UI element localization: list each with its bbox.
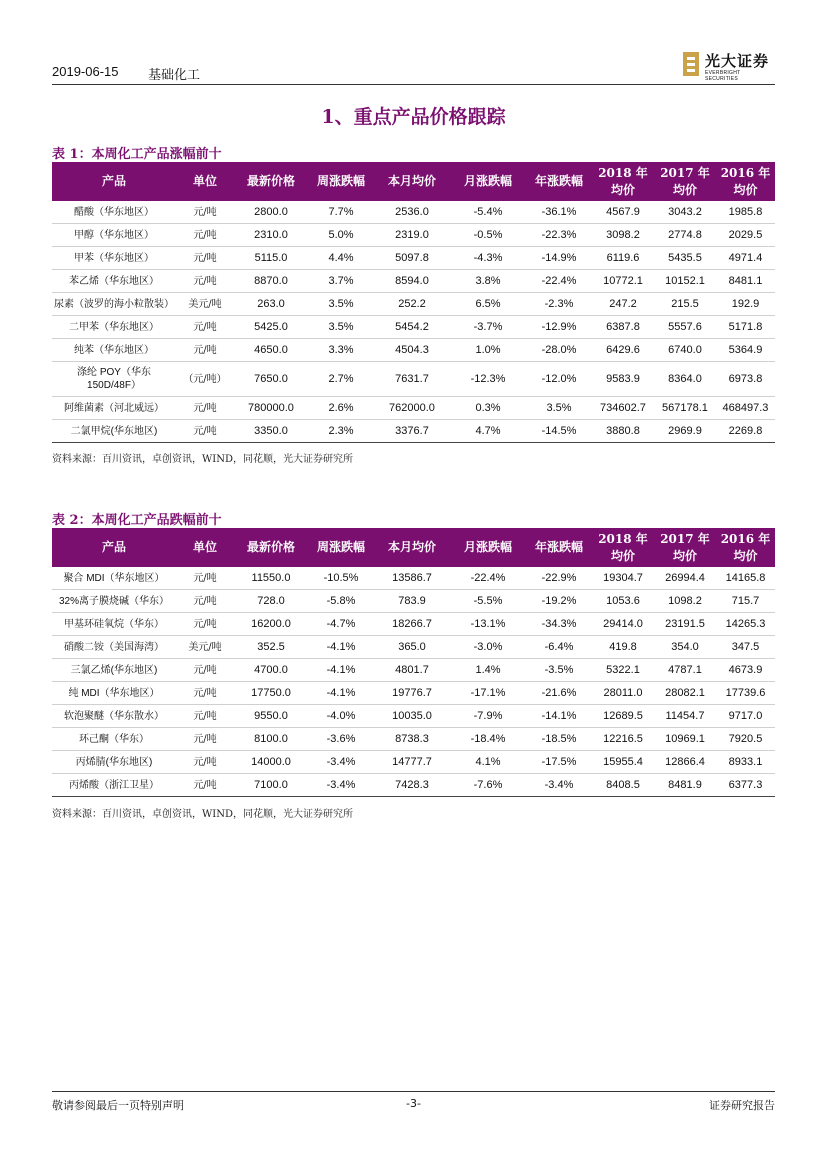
value-cell: 365.0	[374, 636, 450, 659]
value-cell: -13.1%	[450, 613, 526, 636]
value-cell: -22.4%	[526, 270, 592, 293]
value-cell: 2.6%	[308, 397, 374, 420]
value-cell: -36.1%	[526, 201, 592, 224]
value-cell: 4.7%	[450, 420, 526, 443]
value-cell: -18.5%	[526, 728, 592, 751]
product-name-cell: 32%离子膜烧碱（华东）	[52, 590, 176, 613]
table-row	[52, 728, 775, 751]
product-name-cell: 二氯甲烷(华东地区)	[52, 420, 176, 443]
product-name-cell: 甲醇（华东地区）	[52, 224, 176, 247]
value-cell: -21.6%	[526, 682, 592, 705]
value-cell: 783.9	[374, 590, 450, 613]
product-name-cell: 苯乙烯（华东地区）	[52, 270, 176, 293]
value-cell: -7.9%	[450, 705, 526, 728]
value-cell: -4.1%	[308, 659, 374, 682]
value-cell: -17.5%	[526, 751, 592, 774]
value-cell: 16200.0	[234, 613, 308, 636]
value-cell: 4673.9	[716, 659, 775, 682]
value-cell: 567178.1	[654, 397, 716, 420]
value-cell: 5.0%	[308, 224, 374, 247]
value-cell: 5435.5	[654, 247, 716, 270]
column-header: 产品	[52, 162, 176, 201]
value-cell: 28011.0	[592, 682, 654, 705]
column-header: 产品	[52, 528, 176, 567]
value-cell: 7920.5	[716, 728, 775, 751]
value-cell: 8100.0	[234, 728, 308, 751]
column-header: 年涨跌幅	[526, 162, 592, 201]
value-cell: 2774.8	[654, 224, 716, 247]
value-cell: 5557.6	[654, 316, 716, 339]
value-cell: -5.4%	[450, 201, 526, 224]
value-cell: -7.6%	[450, 774, 526, 797]
column-header: 本月均价	[374, 162, 450, 201]
unit-cell: 美元/吨	[176, 293, 234, 316]
value-cell: -34.3%	[526, 613, 592, 636]
table-row	[52, 270, 775, 293]
column-header: 月涨跌幅	[450, 528, 526, 567]
unit-cell: 元/吨	[176, 613, 234, 636]
table-row	[52, 659, 775, 682]
value-cell: 18266.7	[374, 613, 450, 636]
value-cell: -10.5%	[308, 567, 374, 590]
value-cell: 734602.7	[592, 397, 654, 420]
unit-cell: 美元/吨	[176, 636, 234, 659]
value-cell: 5425.0	[234, 316, 308, 339]
value-cell: 28082.1	[654, 682, 716, 705]
footer-disclaimer: 敬请参阅最后一页特别声明	[52, 1099, 184, 1112]
table2-caption: 表 2：本周化工产品跌幅前十	[52, 513, 222, 528]
value-cell: 23191.5	[654, 613, 716, 636]
product-name-cell: 聚合 MDI（华东地区）	[52, 567, 176, 590]
value-cell: 8408.5	[592, 774, 654, 797]
value-cell: 1.4%	[450, 659, 526, 682]
product-name-cell: 醋酸（华东地区）	[52, 201, 176, 224]
table-row	[52, 705, 775, 728]
value-cell: 8870.0	[234, 270, 308, 293]
value-cell: 2269.8	[716, 420, 775, 443]
value-cell: 3.7%	[308, 270, 374, 293]
value-cell: 1053.6	[592, 590, 654, 613]
value-cell: 5115.0	[234, 247, 308, 270]
value-cell: -12.0%	[526, 362, 592, 397]
value-cell: 3043.2	[654, 201, 716, 224]
product-name-cell: 硝酸二铵（美国海湾）	[52, 636, 176, 659]
value-cell: 7650.0	[234, 362, 308, 397]
column-header: 最新价格	[234, 528, 308, 567]
value-cell: -12.3%	[450, 362, 526, 397]
value-cell: -5.8%	[308, 590, 374, 613]
value-cell: 780000.0	[234, 397, 308, 420]
value-cell: 10152.1	[654, 270, 716, 293]
value-cell: 6740.0	[654, 339, 716, 362]
footer-divider	[52, 1091, 775, 1092]
value-cell: -3.4%	[526, 774, 592, 797]
value-cell: -3.4%	[308, 774, 374, 797]
value-cell: -17.1%	[450, 682, 526, 705]
product-name-cell: 阿维菌素（河北威远）	[52, 397, 176, 420]
value-cell: 5171.8	[716, 316, 775, 339]
value-cell: 17750.0	[234, 682, 308, 705]
value-cell: 3.5%	[308, 293, 374, 316]
value-cell: -22.4%	[450, 567, 526, 590]
value-cell: 6387.8	[592, 316, 654, 339]
value-cell: 7428.3	[374, 774, 450, 797]
value-cell: 5454.2	[374, 316, 450, 339]
value-cell: 7.7%	[308, 201, 374, 224]
value-cell: -3.5%	[526, 659, 592, 682]
value-cell: 3.8%	[450, 270, 526, 293]
value-cell: 5364.9	[716, 339, 775, 362]
unit-cell: 元/吨	[176, 339, 234, 362]
value-cell: 0.3%	[450, 397, 526, 420]
value-cell: 9550.0	[234, 705, 308, 728]
table-row	[52, 590, 775, 613]
value-cell: 1098.2	[654, 590, 716, 613]
value-cell: 14777.7	[374, 751, 450, 774]
value-cell: 12866.4	[654, 751, 716, 774]
value-cell: -5.5%	[450, 590, 526, 613]
value-cell: 11454.7	[654, 705, 716, 728]
value-cell: -22.3%	[526, 224, 592, 247]
value-cell: 10035.0	[374, 705, 450, 728]
value-cell: 8481.9	[654, 774, 716, 797]
table1-top-gainers	[52, 162, 775, 443]
unit-cell: 元/吨	[176, 705, 234, 728]
value-cell: 215.5	[654, 293, 716, 316]
value-cell: -3.4%	[308, 751, 374, 774]
value-cell: 14265.3	[716, 613, 775, 636]
unit-cell: 元/吨	[176, 397, 234, 420]
value-cell: -6.4%	[526, 636, 592, 659]
table-row	[52, 397, 775, 420]
value-cell: 2029.5	[716, 224, 775, 247]
unit-cell: 元/吨	[176, 728, 234, 751]
product-name-cell: 纯苯（华东地区）	[52, 339, 176, 362]
unit-cell: 元/吨	[176, 774, 234, 797]
value-cell: 26994.4	[654, 567, 716, 590]
product-name-cell: 涤纶 POY（华东 150D/48F）	[52, 362, 176, 397]
value-cell: 7631.7	[374, 362, 450, 397]
value-cell: 6973.8	[716, 362, 775, 397]
value-cell: 9583.9	[592, 362, 654, 397]
value-cell: 263.0	[234, 293, 308, 316]
value-cell: 15955.4	[592, 751, 654, 774]
value-cell: 2969.9	[654, 420, 716, 443]
value-cell: 4650.0	[234, 339, 308, 362]
page-number: -3-	[406, 1097, 421, 1110]
value-cell: -4.0%	[308, 705, 374, 728]
value-cell: -19.2%	[526, 590, 592, 613]
value-cell: 2310.0	[234, 224, 308, 247]
value-cell: -3.7%	[450, 316, 526, 339]
value-cell: 468497.3	[716, 397, 775, 420]
value-cell: -28.0%	[526, 339, 592, 362]
value-cell: 8364.0	[654, 362, 716, 397]
value-cell: -14.5%	[526, 420, 592, 443]
value-cell: 9717.0	[716, 705, 775, 728]
value-cell: 4567.9	[592, 201, 654, 224]
table2-top-decliners	[52, 528, 775, 797]
value-cell: 6429.6	[592, 339, 654, 362]
product-name-cell: 甲苯（华东地区）	[52, 247, 176, 270]
report-sector: 基础化工	[148, 68, 201, 83]
value-cell: -22.9%	[526, 567, 592, 590]
value-cell: -4.7%	[308, 613, 374, 636]
table-row	[52, 316, 775, 339]
product-name-cell: 纯 MDI（华东地区）	[52, 682, 176, 705]
section-title: 1、重点产品价格跟踪	[321, 106, 506, 128]
column-header: 2017 年 均价	[654, 528, 716, 567]
value-cell: -12.9%	[526, 316, 592, 339]
column-header: 最新价格	[234, 162, 308, 201]
column-header: 月涨跌幅	[450, 162, 526, 201]
unit-cell: 元/吨	[176, 420, 234, 443]
value-cell: -14.9%	[526, 247, 592, 270]
table-row	[52, 751, 775, 774]
product-name-cell: 丙烯腈(华东地区)	[52, 751, 176, 774]
value-cell: -4.1%	[308, 682, 374, 705]
value-cell: 14165.8	[716, 567, 775, 590]
value-cell: 6.5%	[450, 293, 526, 316]
value-cell: 5322.1	[592, 659, 654, 682]
value-cell: 5097.8	[374, 247, 450, 270]
value-cell: 419.8	[592, 636, 654, 659]
table-body	[52, 201, 775, 443]
table-row	[52, 224, 775, 247]
column-header: 单位	[176, 162, 234, 201]
table-row	[52, 682, 775, 705]
value-cell: 2536.0	[374, 201, 450, 224]
table1-caption: 表 1：本周化工产品涨幅前十	[52, 147, 222, 162]
value-cell: 4971.4	[716, 247, 775, 270]
unit-cell: 元/吨	[176, 316, 234, 339]
unit-cell: 元/吨	[176, 682, 234, 705]
unit-cell: 元/吨	[176, 751, 234, 774]
value-cell: 19304.7	[592, 567, 654, 590]
value-cell: 4504.3	[374, 339, 450, 362]
value-cell: -14.1%	[526, 705, 592, 728]
value-cell: 4787.1	[654, 659, 716, 682]
product-name-cell: 三氯乙烯(华东地区)	[52, 659, 176, 682]
footer-report-type: 证券研究报告	[709, 1099, 775, 1112]
value-cell: -2.3%	[526, 293, 592, 316]
value-cell: 6119.6	[592, 247, 654, 270]
column-header: 2016 年 均价	[716, 528, 775, 567]
table-row	[52, 774, 775, 797]
product-name-cell: 二甲苯（华东地区）	[52, 316, 176, 339]
table-row	[52, 339, 775, 362]
value-cell: 1985.8	[716, 201, 775, 224]
unit-cell: 元/吨	[176, 270, 234, 293]
value-cell: 3098.2	[592, 224, 654, 247]
logo-mark-icon	[683, 52, 699, 76]
column-header: 周涨跌幅	[308, 528, 374, 567]
unit-cell: 元/吨	[176, 567, 234, 590]
column-header: 本月均价	[374, 528, 450, 567]
value-cell: 728.0	[234, 590, 308, 613]
value-cell: 347.5	[716, 636, 775, 659]
value-cell: 3.3%	[308, 339, 374, 362]
value-cell: 4.1%	[450, 751, 526, 774]
column-header: 单位	[176, 528, 234, 567]
value-cell: 8933.1	[716, 751, 775, 774]
value-cell: 29414.0	[592, 613, 654, 636]
table-row	[52, 613, 775, 636]
unit-cell: （元/吨）	[176, 362, 234, 397]
value-cell: 11550.0	[234, 567, 308, 590]
value-cell: 3.5%	[308, 316, 374, 339]
value-cell: 17739.6	[716, 682, 775, 705]
value-cell: 192.9	[716, 293, 775, 316]
value-cell: -0.5%	[450, 224, 526, 247]
value-cell: 12689.5	[592, 705, 654, 728]
column-header: 2016 年 均价	[716, 162, 775, 201]
value-cell: 252.2	[374, 293, 450, 316]
value-cell: 2800.0	[234, 201, 308, 224]
value-cell: 762000.0	[374, 397, 450, 420]
value-cell: 4801.7	[374, 659, 450, 682]
unit-cell: 元/吨	[176, 247, 234, 270]
value-cell: 10772.1	[592, 270, 654, 293]
value-cell: -4.1%	[308, 636, 374, 659]
page-header	[52, 52, 775, 84]
column-header: 2018 年 均价	[592, 162, 654, 201]
column-header: 年涨跌幅	[526, 528, 592, 567]
table-body	[52, 567, 775, 797]
value-cell: 7100.0	[234, 774, 308, 797]
value-cell: 2.3%	[308, 420, 374, 443]
unit-cell: 元/吨	[176, 659, 234, 682]
product-name-cell: 丙烯酸（浙江卫星）	[52, 774, 176, 797]
table-row	[52, 420, 775, 443]
value-cell: 10969.1	[654, 728, 716, 751]
value-cell: -18.4%	[450, 728, 526, 751]
value-cell: 247.2	[592, 293, 654, 316]
column-header: 周涨跌幅	[308, 162, 374, 201]
value-cell: -3.0%	[450, 636, 526, 659]
value-cell: 8481.1	[716, 270, 775, 293]
table-row	[52, 636, 775, 659]
logo-subtext: EVERBRIGHT SECURITIES	[705, 70, 741, 82]
logo-text: 光大证券	[705, 52, 770, 70]
value-cell: 8738.3	[374, 728, 450, 751]
value-cell: -4.3%	[450, 247, 526, 270]
table-row	[52, 362, 775, 397]
product-name-cell: 环己酮（华东）	[52, 728, 176, 751]
table-row	[52, 247, 775, 270]
value-cell: 3350.0	[234, 420, 308, 443]
value-cell: -3.6%	[308, 728, 374, 751]
table-header-row	[52, 162, 775, 201]
value-cell: 4700.0	[234, 659, 308, 682]
value-cell: 2.7%	[308, 362, 374, 397]
company-logo	[683, 50, 775, 80]
value-cell: 3880.8	[592, 420, 654, 443]
table1-source: 资料来源：百川资讯，卓创资讯，WIND，同花顺，光大证券研究所	[52, 454, 353, 465]
column-header: 2018 年 均价	[592, 528, 654, 567]
table-row	[52, 201, 775, 224]
value-cell: 12216.5	[592, 728, 654, 751]
table-row	[52, 293, 775, 316]
value-cell: 13586.7	[374, 567, 450, 590]
table-header-row	[52, 528, 775, 567]
value-cell: 3.5%	[526, 397, 592, 420]
unit-cell: 元/吨	[176, 224, 234, 247]
value-cell: 19776.7	[374, 682, 450, 705]
value-cell: 4.4%	[308, 247, 374, 270]
value-cell: 6377.3	[716, 774, 775, 797]
value-cell: 8594.0	[374, 270, 450, 293]
unit-cell: 元/吨	[176, 590, 234, 613]
report-date: 2019-06-15	[52, 64, 119, 79]
value-cell: 2319.0	[374, 224, 450, 247]
header-divider	[52, 84, 775, 85]
product-name-cell: 尿素（波罗的海小粒散装）	[52, 293, 176, 316]
table2-source: 资料来源：百川资讯，卓创资讯，WIND，同花顺，光大证券研究所	[52, 809, 353, 820]
value-cell: 3376.7	[374, 420, 450, 443]
column-header: 2017 年 均价	[654, 162, 716, 201]
value-cell: 1.0%	[450, 339, 526, 362]
value-cell: 14000.0	[234, 751, 308, 774]
product-name-cell: 软泡聚醚（华东散水）	[52, 705, 176, 728]
value-cell: 354.0	[654, 636, 716, 659]
value-cell: 715.7	[716, 590, 775, 613]
value-cell: 352.5	[234, 636, 308, 659]
product-name-cell: 甲基环硅氧烷（华东）	[52, 613, 176, 636]
table-row	[52, 567, 775, 590]
unit-cell: 元/吨	[176, 201, 234, 224]
